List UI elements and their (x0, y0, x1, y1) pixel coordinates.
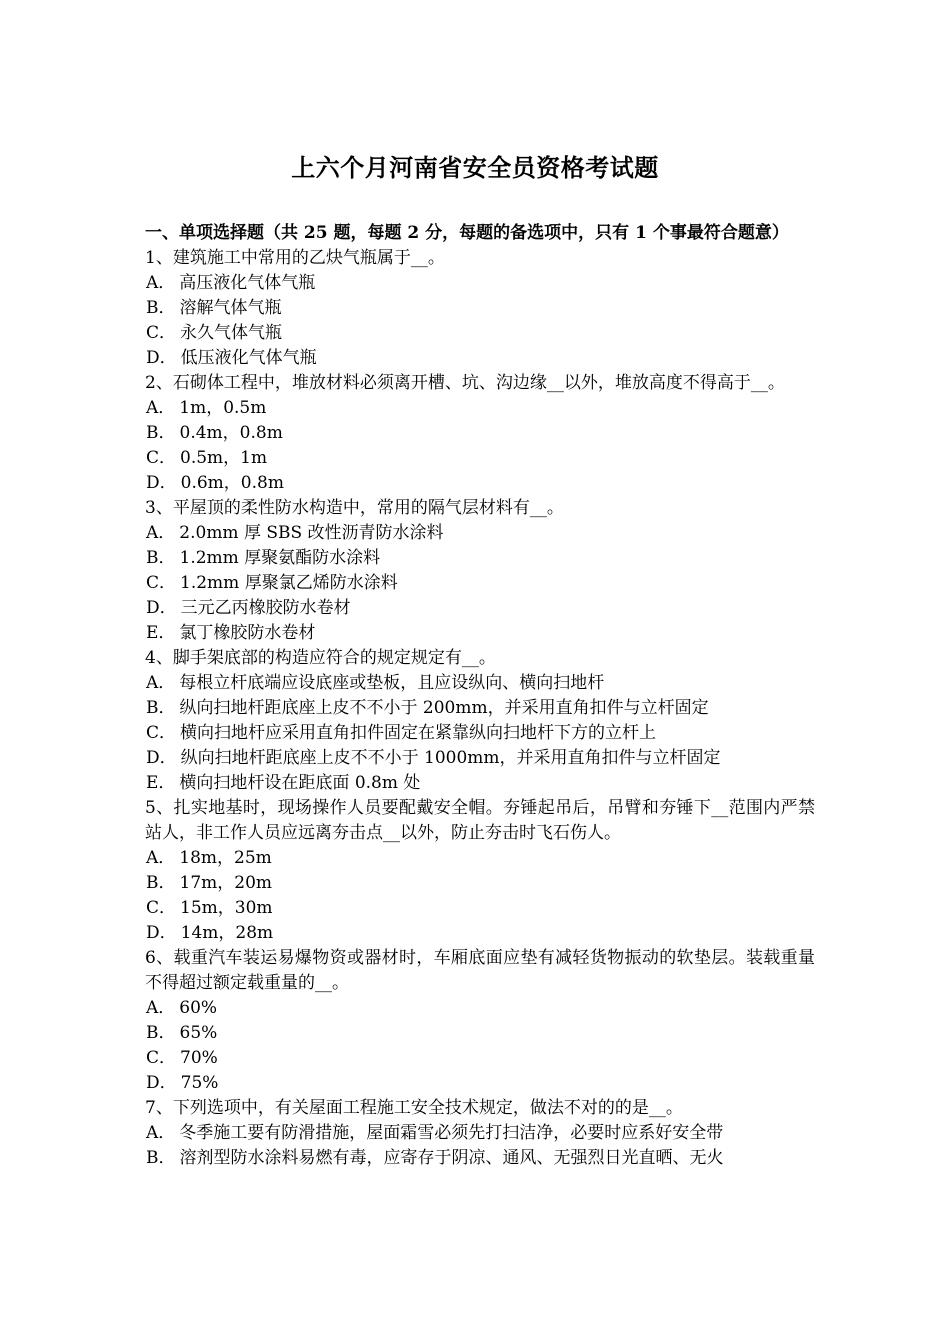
answer-option (145, 846, 815, 871)
document-body (145, 221, 815, 1171)
option-text: 溶剂型防水涂料易燃有毒，应寄存于阴凉、通风、无强烈日光直晒、无火 (179, 1148, 724, 1168)
answer-option (145, 271, 815, 296)
option-text: 纵向扫地杆距底座上皮不不小于 1000mm，并采用直角扣件与立杆固定 (180, 748, 721, 768)
option-letter: E． (146, 623, 176, 643)
answer-option (145, 471, 815, 496)
option-letter: D． (146, 748, 177, 768)
option-text: 永久气体气瓶 (180, 323, 283, 343)
answer-option (145, 1021, 815, 1046)
option-letter: D． (146, 598, 177, 618)
option-letter: C． (146, 448, 177, 468)
question-text: 3、平屋顶的柔性防水构造中，常用的隔气层材料有__。 (145, 498, 564, 518)
option-letter: D． (146, 923, 177, 943)
option-letter: A． (146, 998, 176, 1018)
question-3 (145, 496, 815, 646)
answer-option (145, 446, 815, 471)
option-letter: C． (146, 323, 177, 343)
question-text: 2、石砌体工程中，堆放材料必须离开槽、坑、沟边缘__以外，堆放高度不得高于__。 (145, 373, 785, 393)
answer-option (145, 896, 815, 921)
option-text: 17m，20m (179, 873, 273, 893)
option-letter: C． (146, 723, 177, 743)
answer-option (145, 571, 815, 596)
option-text: 14m，28m (180, 923, 274, 943)
option-text: 高压液化气体气瓶 (179, 273, 316, 293)
option-text: 1.2mm 厚聚氯乙烯防水涂料 (180, 573, 398, 593)
answer-option (145, 621, 815, 646)
option-letter: B． (146, 423, 176, 443)
question-7 (145, 1096, 815, 1171)
option-letter: D． (146, 348, 177, 368)
option-letter: D． (146, 473, 177, 493)
option-text: 冬季施工要有防滑措施，屋面霜雪必须先打扫洁净，必要时应系好安全带 (179, 1123, 724, 1143)
answer-option (145, 771, 815, 796)
option-letter: B． (146, 873, 176, 893)
option-letter: B． (146, 1148, 176, 1168)
option-letter: B． (146, 698, 176, 718)
answer-option (145, 746, 815, 771)
option-text: 1.2mm 厚聚氨酯防水涂料 (179, 548, 381, 568)
answer-option (145, 396, 815, 421)
option-text: 低压液化气体气瓶 (180, 348, 317, 368)
option-letter: A． (146, 273, 176, 293)
option-text: 三元乙丙橡胶防水卷材 (180, 598, 351, 618)
option-text: 0.4m，0.8m (179, 423, 283, 443)
section-heading: 一、单项选择题（共 25 题，每题 2 分，每题的备选项中，只有 1 个事最符合题意） (145, 223, 789, 243)
option-text: 15m，30m (180, 898, 273, 918)
answer-option (145, 671, 815, 696)
option-text: 75% (180, 1073, 219, 1093)
answer-option (145, 696, 815, 721)
answer-option (145, 1146, 815, 1171)
answer-option (145, 1046, 815, 1071)
option-letter: A． (146, 398, 176, 418)
answer-option (145, 596, 815, 621)
answer-option (145, 996, 815, 1021)
option-letter: C． (146, 898, 177, 918)
question-text: 4、脚手架底部的构造应符合的规定规定有__。 (145, 648, 496, 668)
answer-option (145, 346, 815, 371)
option-text: 横向扫地杆设在距底面 0.8m 处 (179, 773, 421, 793)
page-title: 上六个月河南省安全员资格考试题 (291, 153, 659, 182)
option-text: 65% (179, 1023, 218, 1043)
option-text: 每根立杆底端应设底座或垫板，且应设纵向、横向扫地杆 (179, 673, 605, 693)
question-1 (145, 246, 815, 371)
option-letter: A． (146, 673, 176, 693)
option-text: 0.6m，0.8m (180, 473, 284, 493)
option-letter: B． (146, 1023, 176, 1043)
option-text: 0.5m，1m (180, 448, 268, 468)
answer-option (145, 721, 815, 746)
question-5 (145, 796, 815, 946)
option-text: 氯丁橡胶防水卷材 (179, 623, 316, 643)
question-text: 7、下列选项中，有关屋面工程施工安全技术规定，做法不对的的是__。 (145, 1098, 683, 1118)
option-letter: B． (146, 548, 176, 568)
option-letter: D． (146, 1073, 177, 1093)
answer-option (145, 321, 815, 346)
option-text: 溶解气体气瓶 (179, 298, 282, 318)
option-text: 18m，25m (179, 848, 272, 868)
option-letter: C． (146, 573, 177, 593)
question-6 (145, 946, 815, 1096)
answer-option (145, 546, 815, 571)
answer-option (145, 1071, 815, 1096)
option-letter: E． (146, 773, 176, 793)
option-text: 60% (179, 998, 218, 1018)
question-text: 6、载重汽车装运易爆物资或器材时，车厢底面应垫有减轻货物振动的软垫层。装载重量不得超过额定载重量的__。 (145, 948, 815, 993)
answer-option (145, 1121, 815, 1146)
answer-option (145, 871, 815, 896)
option-text: 横向扫地杆应采用直角扣件固定在紧靠纵向扫地杆下方的立杆上 (180, 723, 657, 743)
answer-option (145, 421, 815, 446)
question-2 (145, 371, 815, 496)
option-text: 2.0mm 厚 SBS 改性沥青防水涂料 (179, 523, 444, 543)
question-text: 5、扎实地基时，现场操作人员要配戴安全帽。夯锤起吊后，吊臂和夯锤下__范围内严禁站人，非工作人员应远离夯击点__以外，防止夯击时飞石伤人。 (145, 798, 815, 843)
answer-option (145, 296, 815, 321)
answer-option (145, 921, 815, 946)
option-letter: A． (146, 523, 176, 543)
option-text: 纵向扫地杆距底座上皮不不小于 200mm，并采用直角扣件与立杆固定 (179, 698, 709, 718)
option-letter: B． (146, 298, 176, 318)
option-letter: A． (146, 1123, 176, 1143)
option-letter: A． (146, 848, 176, 868)
answer-option (145, 521, 815, 546)
question-text: 1、建筑施工中常用的乙炔气瓶属于__。 (145, 248, 445, 268)
option-text: 1m，0.5m (179, 398, 267, 418)
option-text: 70% (180, 1048, 218, 1068)
question-4 (145, 646, 815, 796)
question-list (145, 246, 815, 1171)
option-letter: C． (146, 1048, 177, 1068)
